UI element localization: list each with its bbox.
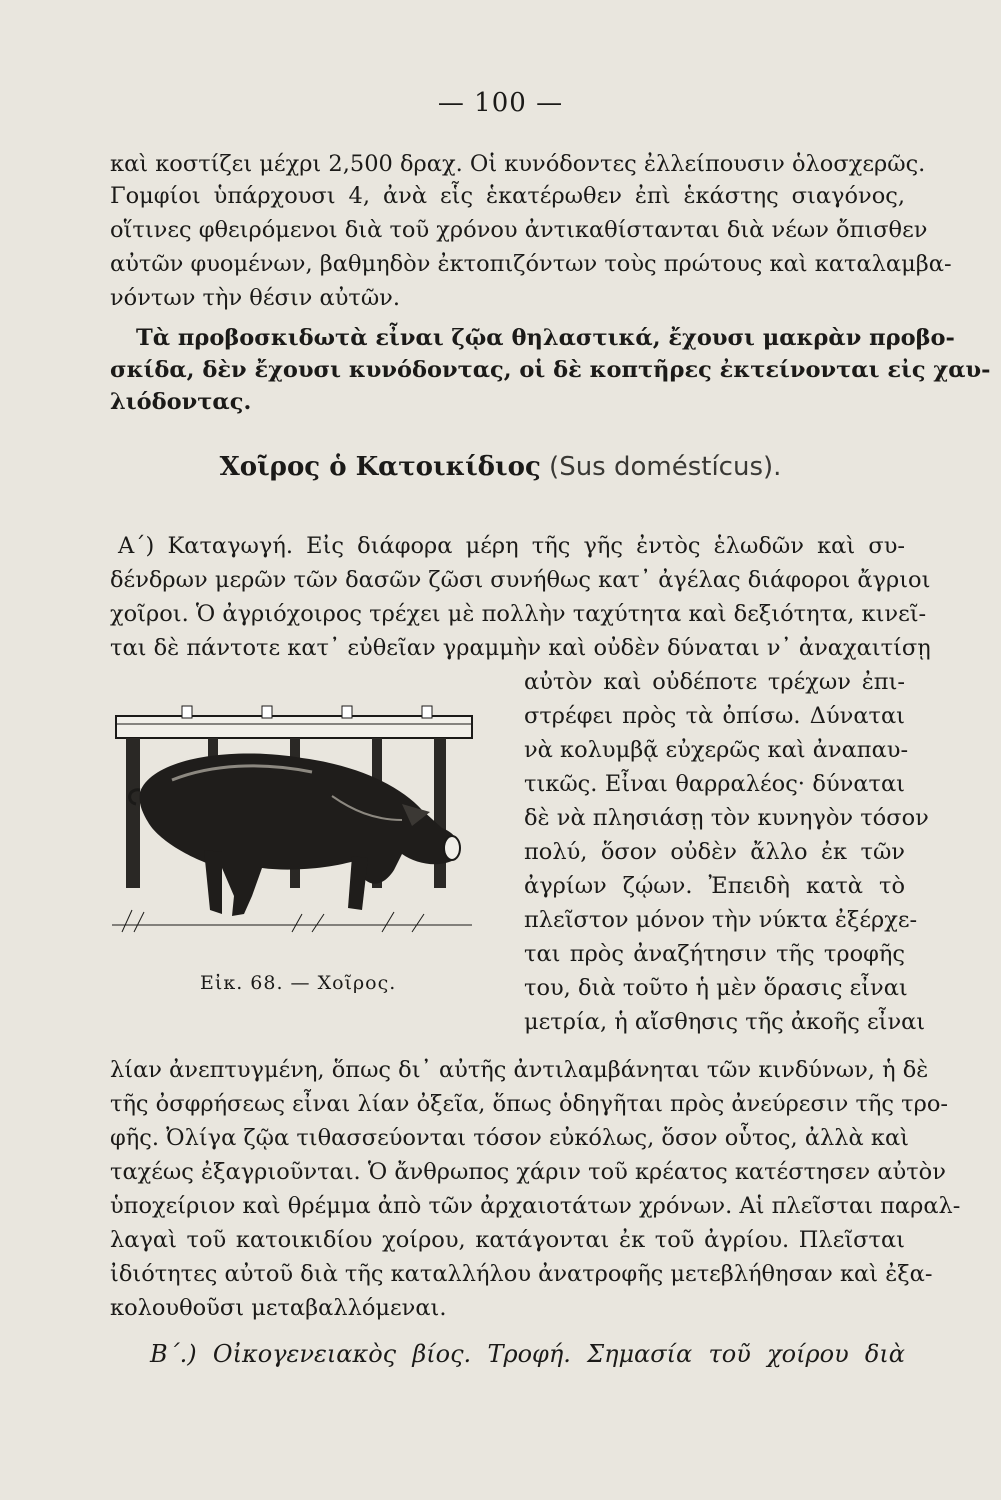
- figure-caption: Εἰκ. 68. — Χοῖρος.: [200, 972, 397, 994]
- text-line: κολουθοῦσι μεταβαλλόμεναι.: [110, 1295, 447, 1321]
- text-line: ταχέως ἐξαγριοῦνται. Ὁ ἄνθρωπος χάριν τοῦ κρέατος κατέστησεν αὐτὸν: [110, 1159, 946, 1185]
- text-line: δὲ νὰ πλησιάσῃ τὸν κυνηγὸν τόσον: [524, 805, 929, 831]
- text-line: τῆς ὀσφρήσεως εἶναι λίαν ὀξεῖα, ὅπως ὁδηγῆται πρὸς ἀνεύρεσιν τῆς τρο-: [110, 1091, 948, 1117]
- section-title: [0, 452, 1001, 482]
- text-line: αὐτὸν καὶ οὐδέποτε τρέχων ἐπι-: [524, 669, 905, 695]
- text-line: μετρία, ἡ αἴσθησις τῆς ἀκοῆς εἶναι: [524, 1009, 926, 1035]
- page-number: — 100 —: [437, 88, 564, 118]
- text-line: νόντων τὴν θέσιν αὐτῶν.: [110, 285, 400, 311]
- text-line: πολύ, ὅσον οὐδὲν ἄλλο ἐκ τῶν: [524, 839, 905, 865]
- text-line: οἵτινες φθειρόμενοι διὰ τοῦ χρόνου ἀντικαθίστανται διὰ νέων ὄπισθεν: [110, 217, 928, 243]
- text-line: πλεῖστον μόνον τὴν νύκτα ἐξέρχε-: [524, 907, 918, 933]
- text-line: ται δὲ πάντοτε κατ᾽ εὐθεῖαν γραμμὴν καὶ οὐδὲν δύναται ν᾽ ἀναχαιτίσῃ: [110, 635, 931, 661]
- text-line: ὑποχείριον καὶ θρέμμα ἀπὸ τῶν ἀρχαιοτάτων χρόνων. Αἱ πλεῖσται παραλ-: [110, 1193, 961, 1219]
- text-line: δένδρων μερῶν τῶν δασῶν ζῶσι συνήθως κατ᾽ ἀγέλας διάφοροι ἄγριοι: [110, 567, 931, 593]
- text-line: Τὰ προβοσκιδωτὰ εἶναι ζῷα θηλαστικά, ἔχουσι μακρὰν προβο-: [136, 325, 955, 351]
- text-line: λιόδοντας.: [110, 389, 252, 415]
- text-line: στρέφει πρὸς τὰ ὀπίσω. Δύναται: [524, 703, 905, 729]
- text-line: χοῖροι. Ὁ ἀγριόχοιρος τρέχει μὲ πολλὴν ταχύτητα καὶ δεξιότητα, κινεῖ-: [110, 601, 927, 627]
- text-line: ἀγρίων ζῴων. Ἐπειδὴ κατὰ τὸ: [524, 873, 905, 899]
- text-line: λαγαὶ τοῦ κατοικιδίου χοίρου, κατάγονται ἐκ τοῦ ἀγρίου. Πλεῖσται: [110, 1227, 905, 1253]
- text-line: του, διὰ τοῦτο ἡ μὲν ὅρασις εἶναι: [524, 975, 908, 1001]
- text-line: αὐτῶν φυομένων, βαθμηδὸν ἐκτοπιζόντων τοὺς πρώτους καὶ καταλαμβα-: [110, 251, 952, 277]
- text-line: καὶ κοστίζει μέχρι 2,500 δραχ. Οἱ κυνόδοντες ἐλλείπουσιν ὁλοσχερῶς.: [110, 151, 926, 177]
- text-line: τικῶς. Εἶναι θαρραλέος· δύναται: [524, 771, 905, 797]
- text-line: λίαν ἀνεπτυγμένη, ὅπως δι᾽ αὐτῆς ἀντιλαμβάνηται τῶν κινδύνων, ἡ δὲ: [110, 1057, 929, 1083]
- text-line: φῆς. Ὀλίγα ζῷα τιθασσεύονται τόσον εὐκόλως, ὅσον οὗτος, ἀλλὰ καὶ: [110, 1125, 909, 1151]
- text-line: νὰ κολυμβᾷ εὐχερῶς καὶ ἀναπαυ-: [524, 737, 909, 763]
- title-greek: Χοῖρος ὁ Κατοικίδιος: [219, 452, 541, 482]
- text-line: Γομφίοι ὑπάρχουσι 4, ἀνὰ εἷς ἑκατέρωθεν ἐπὶ ἑκάστης σιαγόνος,: [110, 183, 905, 209]
- text-line: σκίδα, δὲν ἔχουσι κυνόδοντας, οἱ δὲ κοπτῆρες ἐκτείνονται εἰς χαυ-: [110, 357, 991, 383]
- pig-illustration: [112, 700, 474, 962]
- text-line: Α΄) Καταγωγή. Εἰς διάφορα μέρη τῆς γῆς ἐντὸς ἑλωδῶν καὶ συ-: [118, 533, 905, 559]
- section-b-heading: Β΄.) Οἰκογενειακὸς βίος. Τροφή. Σημασία τοῦ χοίρου διὰ: [150, 1340, 905, 1368]
- text-line: ται πρὸς ἀναζήτησιν τῆς τροφῆς: [524, 941, 905, 967]
- title-latin: (Sus doméstícus).: [549, 452, 782, 482]
- text-line: ἰδιότητες αὐτοῦ διὰ τῆς καταλλήλου ἀνατροφῆς μετεβλήθησαν καὶ ἐξα-: [110, 1261, 933, 1287]
